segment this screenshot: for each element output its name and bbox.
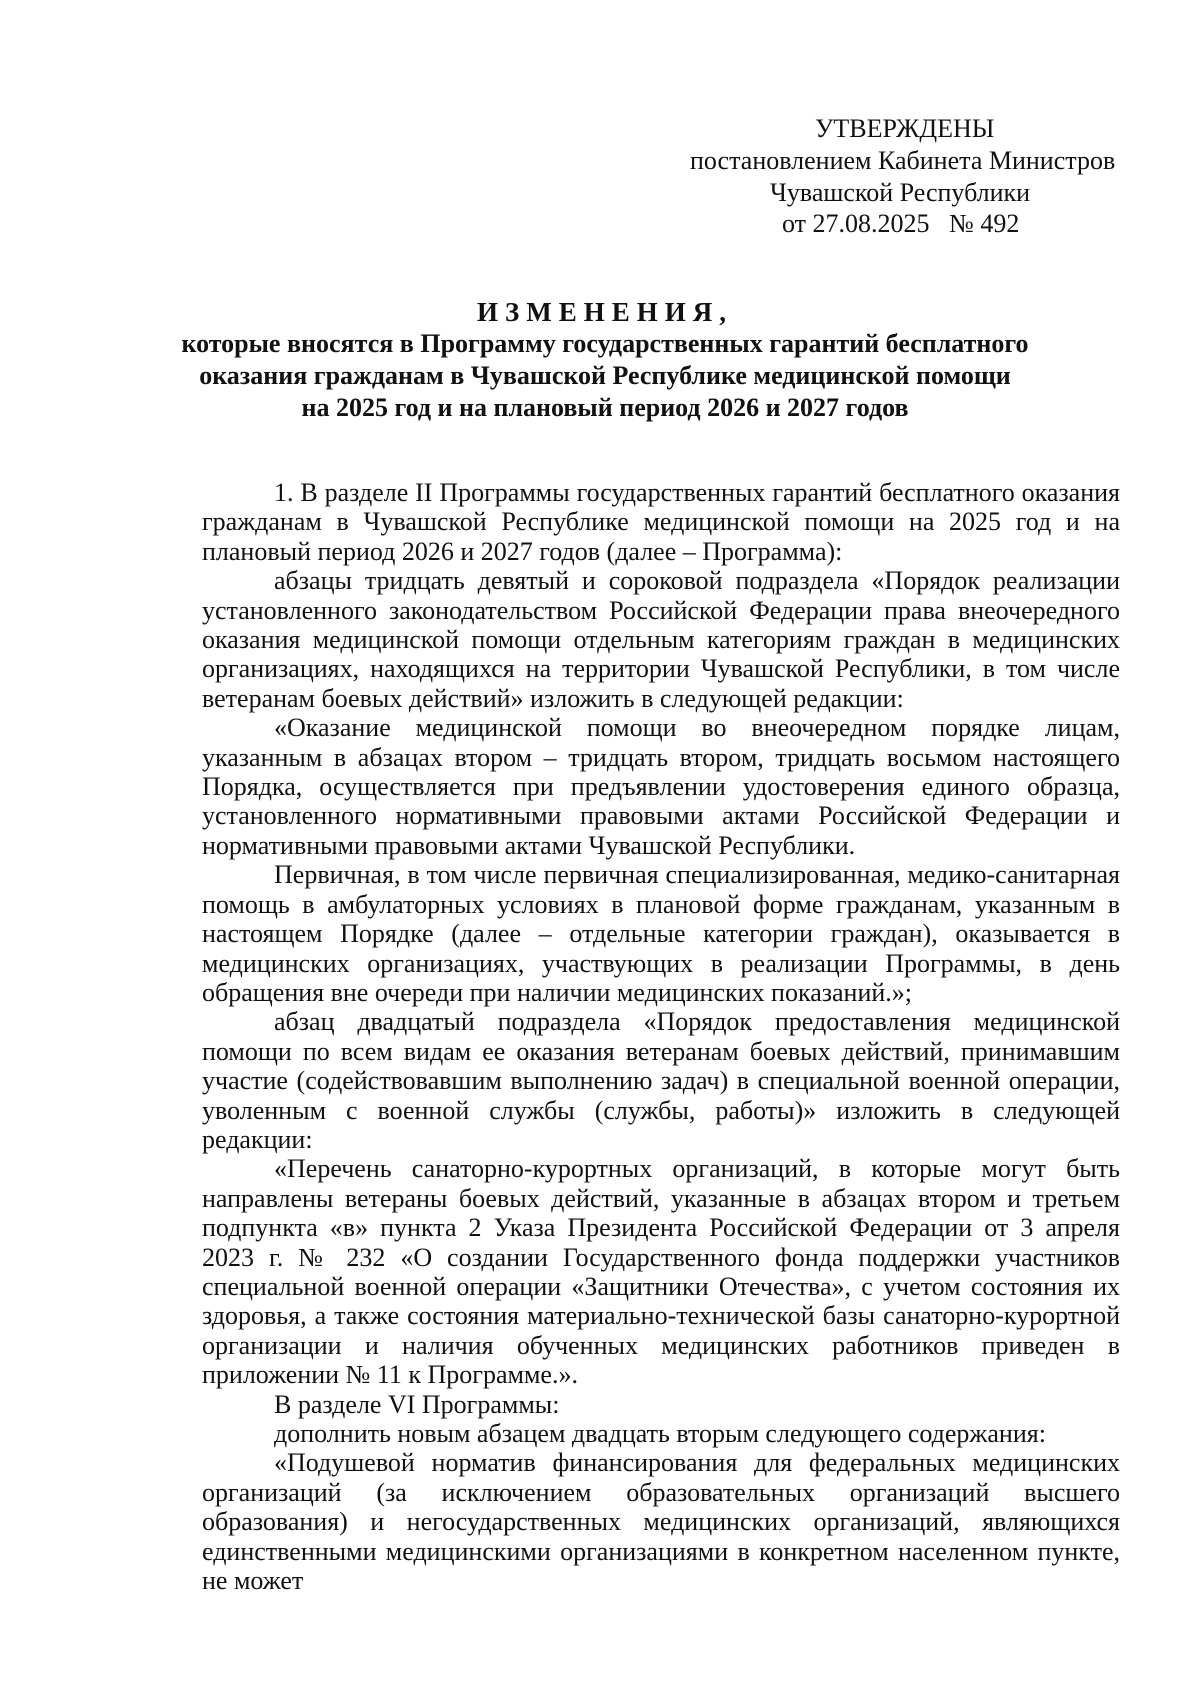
approval-region: Чувашской Республики bbox=[770, 178, 1031, 207]
approval-heading: УТВЕРЖДЕНЫ bbox=[815, 114, 995, 143]
paragraph: Первичная, в том числе первичная специализированная, медико-санитарная помощь в амбулаторных условиях в плановой форме гражданам, указанным в настоящем Порядке (далее – отдельные категории граждан), оказывается в медицинских организациях, участвующих в реализации Программы, в день обращения вне очереди при наличии медицинских показаний.»; bbox=[202, 860, 1120, 1007]
document-title bbox=[120, 296, 1090, 424]
paragraph: «Подушевой норматив финансирования для федеральных медицинских организаций (за исключением образовательных организаций высшего образования) и негосударственных медицинских организаций, являющихся единственными медицинскими организациями в конкретном населенном пункте, не может bbox=[202, 1448, 1120, 1596]
title-main: ИЗМЕНЕНИЯ, bbox=[476, 297, 733, 327]
paragraph: 1. В разделе II Программы государственных гарантий бесплатного оказания гражданам в Чувашской Республике медицинской помощи на 2025 год и на плановый период 2026 и 2027 годов (далее – Программа): bbox=[202, 478, 1120, 566]
title-subtitle-line-1: которые вносятся в Программу государственных гарантий бесплатного bbox=[181, 329, 1029, 358]
paragraph: абзац двадцатый подраздела «Порядок предоставления медицинской помощи по всем видам ее оказания ветеранам боевых действий, принимавшим участие (содействовавшим выполнению задач) в специальной военной операции, уволенным с военной службы (службы, работы)» изложить в следующей редакции: bbox=[202, 1007, 1120, 1154]
paragraph: абзацы тридцать девятый и сороковой подраздела «Порядок реализации установленного законодательством Российской Федерации права внеочередного оказания медицинской помощи отдельным категориям граждан в медицинских организациях, находящихся на территории Чувашской Республики, в том числе ветеранам боевых действий» изложить в следующей редакции: bbox=[202, 566, 1120, 713]
approval-date-number: от 27.08.2025 № 492 bbox=[782, 209, 1020, 238]
paragraph: дополнить новым абзацем двадцать вторым следующего содержания: bbox=[274, 1419, 1046, 1448]
paragraph: «Оказание медицинской помощи во внеочередном порядке лицам, указанным в абзацах втором – тридцать втором, тридцать восьмом настоящего Порядка, осуществляется при предъявлении удостоверения единого образца, установленного нормативными правовыми актами Российской Федерации и нормативными правовыми актами Чувашской Республики. bbox=[202, 713, 1120, 860]
paragraph: В разделе VI Программы: bbox=[274, 1389, 560, 1419]
paragraph: «Перечень санаторно-курортных организаций, в которые могут быть направлены ветераны боевых действий, указанные в абзацах втором и третьем подпункта «в» пункта 2 Указа Президента Российской Федерации от 3 апреля 2023 г. № 232 «О создании Государственного фонда поддержки участников специальной военной операции «Защитники Отечества», с учетом состояния их здоровья, а также состояния материально-технической базы санаторно-курортной организации и наличия обученных медицинских работников приведен в приложении № 11 к Программе.». bbox=[202, 1154, 1120, 1390]
document-body bbox=[202, 478, 1120, 1595]
title-subtitle-line-2: оказания гражданам в Чувашской Республике медицинской помощи bbox=[199, 361, 1011, 390]
title-subtitle-line-3: на 2025 год и на плановый период 2026 и 2027 годов bbox=[301, 393, 909, 422]
approval-authority: постановлением Кабинета Министров bbox=[690, 146, 1116, 175]
